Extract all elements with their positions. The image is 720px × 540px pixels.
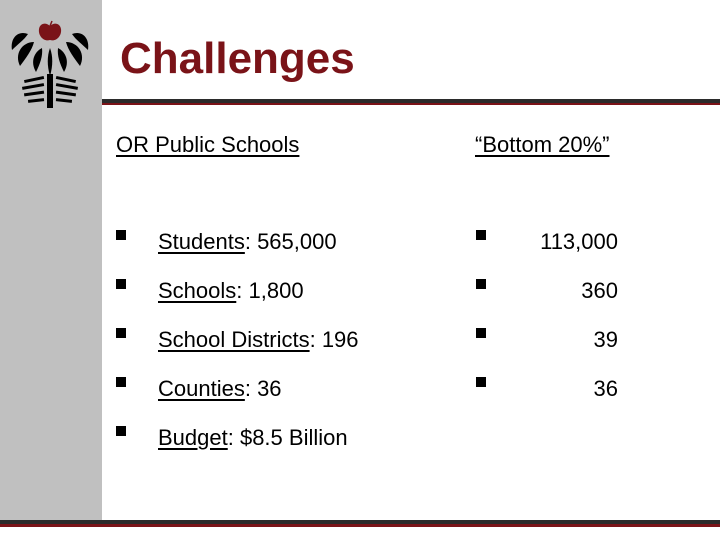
sidebar-panel: [0, 0, 102, 522]
slide-title: Challenges: [120, 34, 355, 83]
item-value: 39: [593, 327, 618, 352]
title-divider-accent: [102, 103, 720, 105]
item-value: : 36: [244, 376, 282, 401]
square-bullet-icon: [116, 328, 126, 338]
list-item: [476, 224, 626, 273]
item-value: 36: [593, 376, 618, 401]
item-value: : 565,000: [244, 229, 337, 254]
item-label: Counties: [158, 376, 245, 401]
list-item: [476, 322, 626, 371]
square-bullet-icon: [116, 426, 126, 436]
item-label: School Districts: [158, 327, 310, 352]
left-column-heading: OR Public Schools: [116, 132, 300, 157]
logo-icon: [10, 20, 90, 110]
item-value: : $8.5 Billion: [227, 425, 348, 450]
item-value: 113,000: [540, 229, 618, 254]
item-label: Budget: [158, 425, 228, 450]
list-item: [476, 273, 626, 322]
square-bullet-icon: [116, 230, 126, 240]
square-bullet-icon: [476, 279, 486, 289]
item-label: Students: [158, 229, 245, 254]
square-bullet-icon: [116, 377, 126, 387]
right-column-heading: “Bottom 20%”: [475, 132, 610, 157]
right-bullet-list: [476, 224, 626, 420]
item-value: 360: [581, 278, 618, 303]
item-label: Schools: [158, 278, 237, 303]
item-value: : 1,800: [236, 278, 304, 303]
square-bullet-icon: [476, 377, 486, 387]
square-bullet-icon: [476, 230, 486, 240]
square-bullet-icon: [116, 279, 126, 289]
list-item: [476, 371, 626, 420]
square-bullet-icon: [476, 328, 486, 338]
footer-divider-accent: [0, 524, 720, 527]
item-value: : 196: [309, 327, 359, 352]
